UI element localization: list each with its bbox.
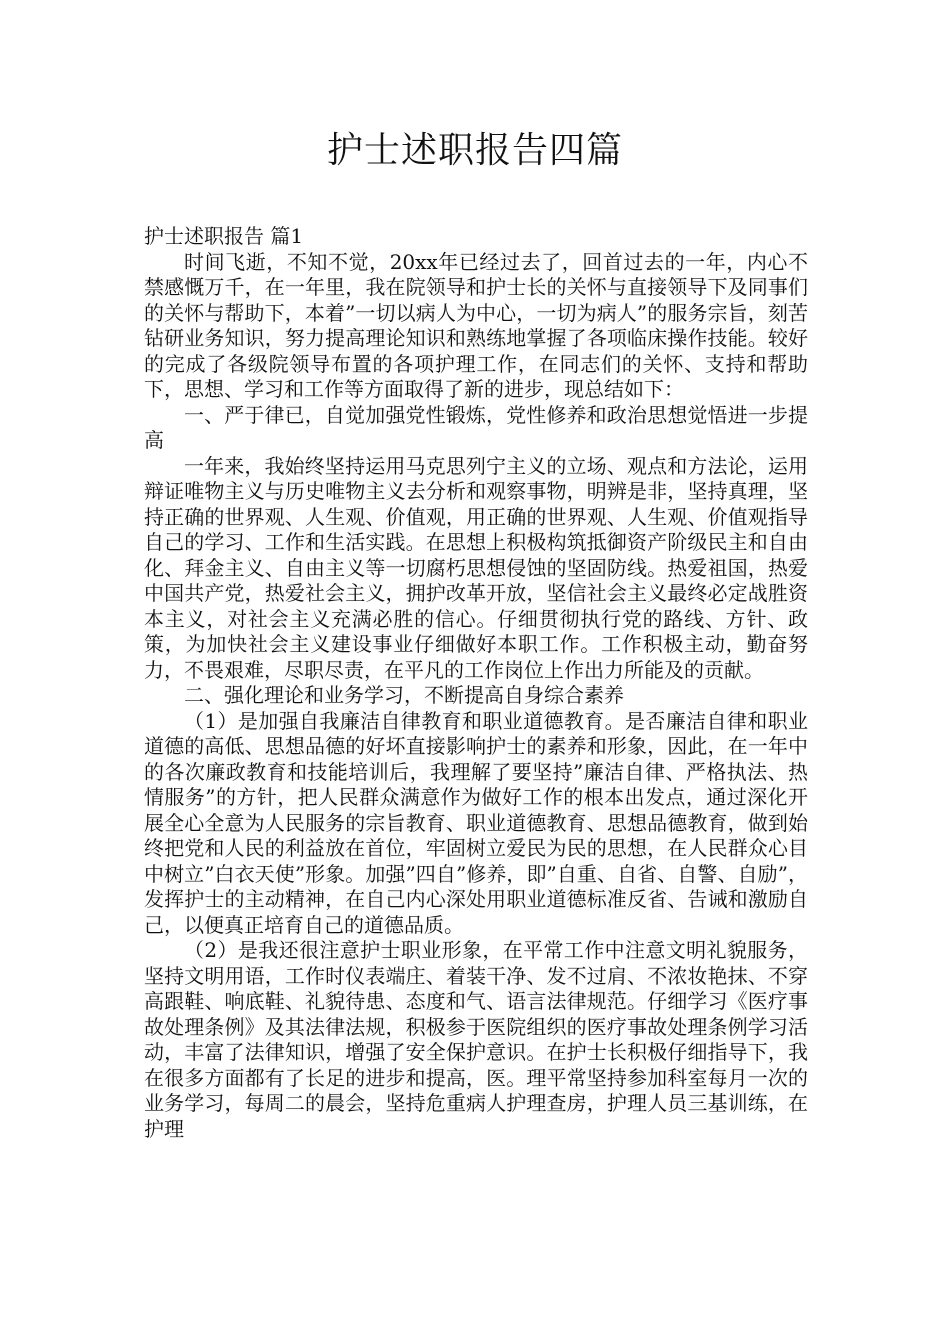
- document-body: [144, 224, 808, 1142]
- paragraph-political-thought: 一年来，我始终坚持运用马克思列宁主义的立场、观点和方法论，运用辩证唯物主义与历史唯物主义去分析和观察事物，明辨是非，坚持真理，坚持正确的世界观、人生观、价值观，用正确的世界观、人生观、价值观指导自己的学习、工作和生活实践。在思想上积极构筑抵御资产阶级民主和自由化、拜金主义、自由主义等一切腐朽思想侵蚀的坚固防线。热爱祖国，热爱中国共产党，热爱社会主义，拥护改革开放，坚信社会主义最终必定战胜资本主义，对社会主义充满必胜的信心。仔细贯彻执行党的路线、方针、政策，为加快社会主义建设事业仔细做好本职工作。工作积极主动，勤奋努力，不畏艰难，尽职尽责，在平凡的工作岗位上作出力所能及的贡献。: [144, 453, 808, 682]
- section-label: 护士述职报告 篇1: [144, 224, 304, 248]
- paragraph-intro: 时间飞逝，不知不觉，20xx年已经过去了，回首过去的一年，内心不禁感慨万千，在一年里，我在院领导和护士长的关怀与直接领导下及同事们的关怀与帮助下，本着”一切以病人为中心，一切为病人”的服务宗旨，刻苦钻研业务知识，努力提高理论知识和熟练地掌握了各项临床操作技能。较好的完成了各级院领导布置的各项护理工作，在同志们的关怀、支持和帮助下，思想、学习和工作等方面取得了新的进步，现总结如下：: [144, 249, 808, 401]
- document-title: 护士述职报告四篇: [326, 130, 623, 171]
- paragraph-item-2: （2）是我还很注意护士职业形象，在平常工作中注意文明礼貌服务，坚持文明用语，工作时仪表端庄、着装干净、发不过肩、不浓妆艳抹、不穿高跟鞋、响底鞋、礼貌待患、态度和气、语言法律规范。仔细学习《医疗事故处理条例》及其法律法规，积极参于医院组织的医疗事故处理条例学习活动，丰富了法律知识，增强了安全保护意识。在护士长积极仔细指导下，我在很多方面都有了长足的进步和提高，医。理平常坚持参加科室每月一次的业务学习，每周二的晨会，坚持危重病人护理查房，护理人员三基训练，在护理: [144, 938, 808, 1141]
- paragraph-item-1: （1）是加强自我廉洁自律教育和职业道德教育。是否廉洁自律和职业道德的高低、思想品德的好坏直接影响护士的素养和形象，因此，在一年中的各次廉政教育和技能培训后，我理解了要坚持”廉洁自律、严格执法、热情服务”的方针，把人民群众满意作为做好工作的根本出发点，通过深化开展全心全意为人民服务的宗旨教育、职业道德教育、思想品德教育，做到始终把党和人民的利益放在首位，牢固树立爱民为民的思想，在人民群众心目中树立”白衣天使”形象。加强”四自”修养，即”自重、自省、自警、自励”，发挥护士的主动精神，在自己内心深处用职业道德标准反省、告诫和激励自己，以便真正培育自己的道德品质。: [144, 708, 808, 937]
- heading-section-one: 一、严于律已，自觉加强党性锻炼，党性修养和政治思想觉悟进一步提高: [144, 402, 808, 452]
- heading-section-two: 二、强化理论和业务学习，不断提高自身综合素养: [184, 683, 624, 707]
